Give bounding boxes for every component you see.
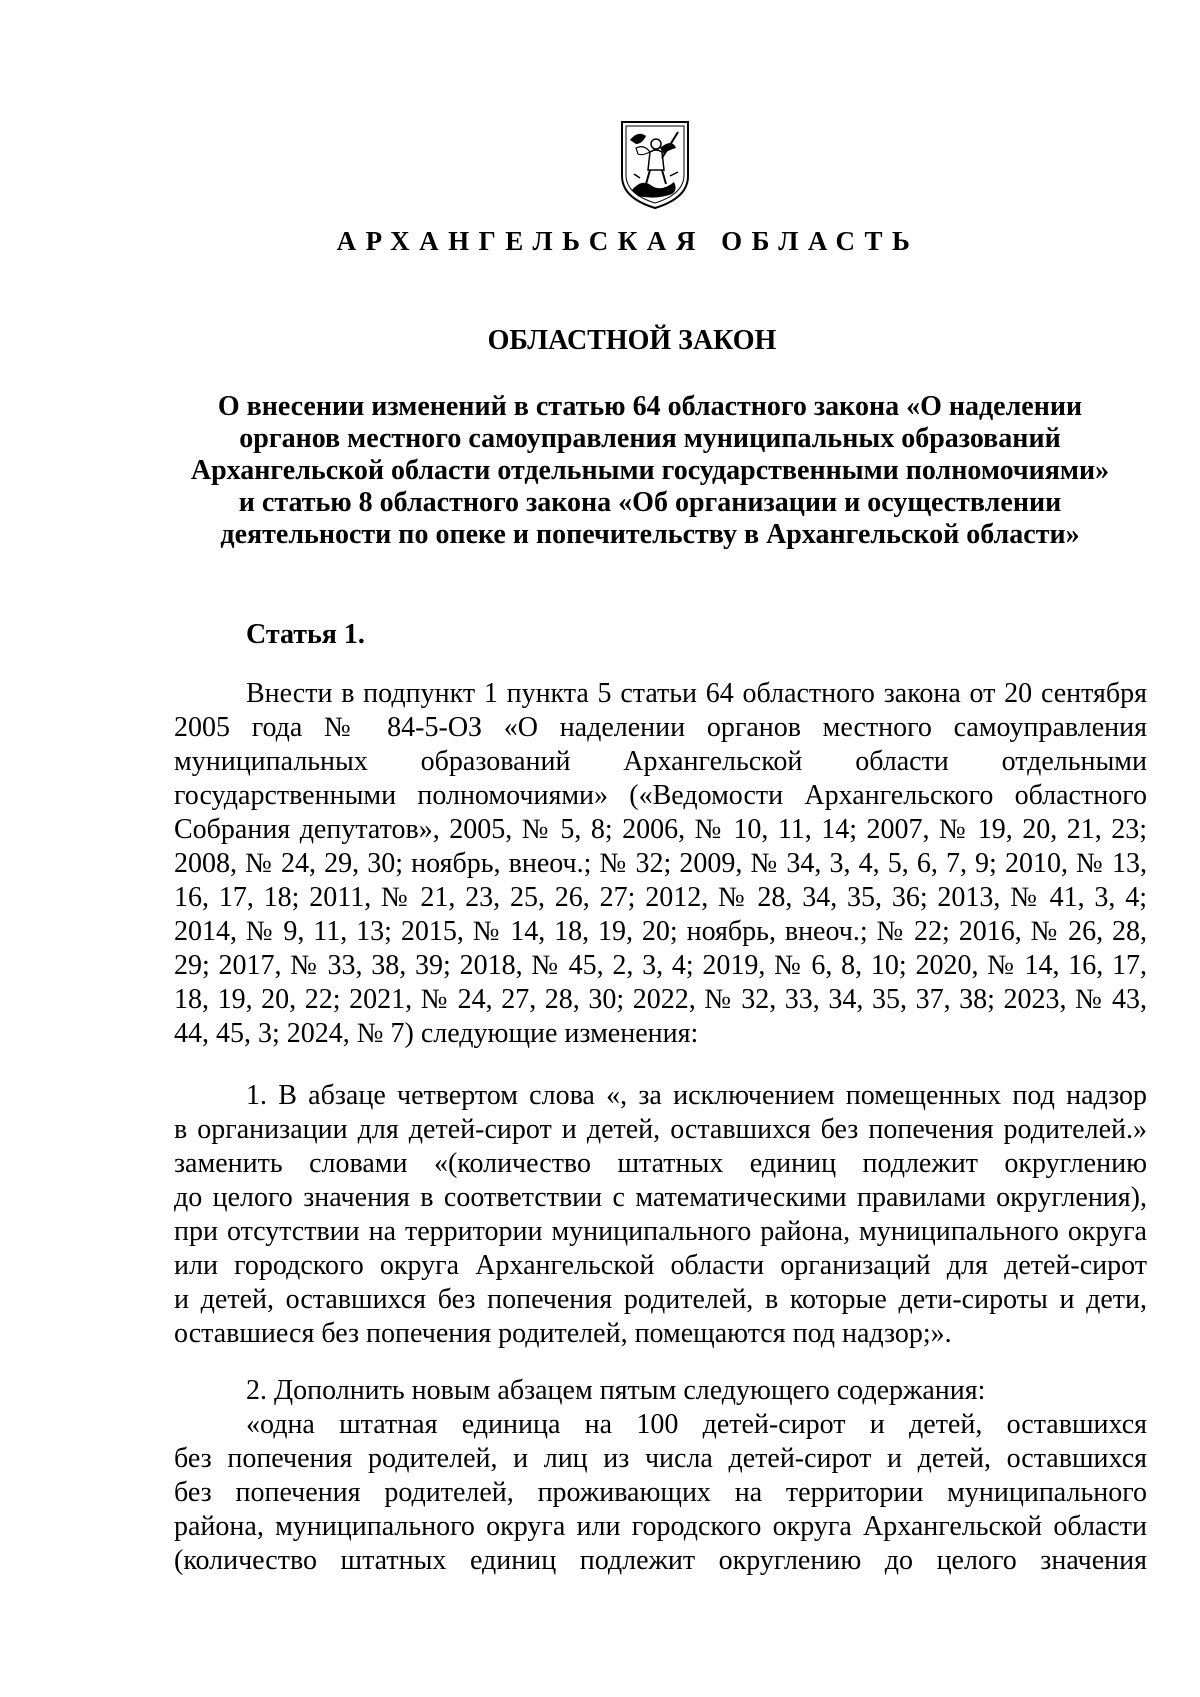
paragraph-line: или городского округа Архангельской области организаций для детей-сирот: [174, 1250, 1147, 1281]
paragraph-line: до целого значения в соответствии с математическими правилами округления),: [174, 1182, 1147, 1213]
paragraph-line: 2014, № 9, 11, 13; 2015, № 14, 18, 19, 20; ноябрь, внеоч.; № 22; 2016, № 26, 28,: [174, 916, 1147, 947]
law-type: ОБЛАСТНОЙ ЗАКОН: [487, 325, 777, 356]
paragraph-line: Внести в подпункт 1 пункта 5 статьи 64 областного закона от 20 сентября: [246, 678, 1147, 709]
arkhangelsk-coat-of-arms-icon: [616, 118, 694, 210]
paragraph-line: государственными полномочиями» («Ведомости Архангельского областного: [174, 780, 1147, 811]
paragraph-line: района, муниципального округа или городского округа Архангельской области: [174, 1511, 1147, 1542]
paragraph-line: 2008, № 24, 29, 30; ноябрь, внеоч.; № 32; 2009, № 34, 3, 4, 5, 6, 7, 9; 2010, № 13,: [174, 848, 1147, 879]
paragraph-line: 2. Дополнить новым абзацем пятым следующего содержания:: [246, 1375, 986, 1406]
paragraph-line: 18, 19, 20, 22; 2021, № 24, 27, 28, 30; 2022, № 32, 33, 34, 35, 37, 38; 2023, № 43,: [174, 984, 1147, 1015]
paragraph-line: муниципальных образований Архангельской области отдельными: [174, 746, 1147, 777]
paragraph-line: 44, 45, 3; 2024, № 7) следующие изменения:: [174, 1018, 699, 1049]
article-intro-paragraph: [174, 677, 1147, 1051]
law-title-line: О внесении изменений в статью 64 областного закона «О наделении: [217, 391, 1083, 422]
paragraph-line: 16, 17, 18; 2011, № 21, 23, 25, 26, 27; 2012, № 28, 34, 35, 36; 2013, № 41, 3, 4;: [174, 882, 1147, 913]
law-title-line: Архангельской области отдельными государственными полномочиями»: [190, 455, 1110, 486]
law-title-line: деятельности по опеке и попечительству в Архангельской области»: [220, 519, 1080, 550]
paragraph-line: без попечения родителей, и лиц из числа детей-сирот и детей, оставшихся: [174, 1443, 1147, 1474]
paragraph-line: при отсутствии на территории муниципального района, муниципального округа: [174, 1216, 1147, 1247]
paragraph-line: 29; 2017, № 33, 38, 39; 2018, № 45, 2, 3, 4; 2019, № 6, 8, 10; 2020, № 14, 16, 17,: [174, 950, 1147, 981]
amendment-item-2: [174, 1374, 1147, 1578]
amendment-item-1: [174, 1079, 1147, 1351]
paragraph-line: оставшиеся без попечения родителей, помещаются под надзор;».: [174, 1318, 952, 1349]
paragraph-line: Собрания депутатов», 2005, № 5, 8; 2006, № 10, 11, 14; 2007, № 19, 20, 21, 23;: [174, 814, 1147, 845]
paragraph-line: 2005 года № 84-5-ОЗ «О наделении органов местного самоуправления: [174, 712, 1147, 743]
region-name: АРХАНГЕЛЬСКАЯ ОБЛАСТЬ: [336, 226, 920, 256]
paragraph-line: в организации для детей-сирот и детей, оставшихся без попечения родителей.»: [174, 1114, 1147, 1145]
paragraph-line: без попечения родителей, проживающих на территории муниципального: [174, 1477, 1147, 1508]
law-title-line: и статью 8 областного закона «Об организации и осуществлении: [238, 487, 1062, 518]
paragraph-line: и детей, оставшихся без попечения родителей, в которые дети-сироты и дети,: [174, 1284, 1147, 1315]
paragraph-line: (количество штатных единиц подлежит округлению до целого значения: [174, 1545, 1147, 1576]
paragraph-line: «одна штатная единица на 100 детей-сирот и детей, оставшихся: [246, 1409, 1147, 1440]
article-heading: Статья 1.: [246, 619, 365, 650]
law-title-line: органов местного самоуправления муниципальных образований: [239, 423, 1061, 454]
paragraph-line: заменить словами «(количество штатных единиц подлежит округлению: [174, 1148, 1147, 1179]
paragraph-line: 1. В абзаце четвертом слова «, за исключением помещенных под надзор: [246, 1080, 1147, 1111]
law-title: [170, 391, 1130, 551]
